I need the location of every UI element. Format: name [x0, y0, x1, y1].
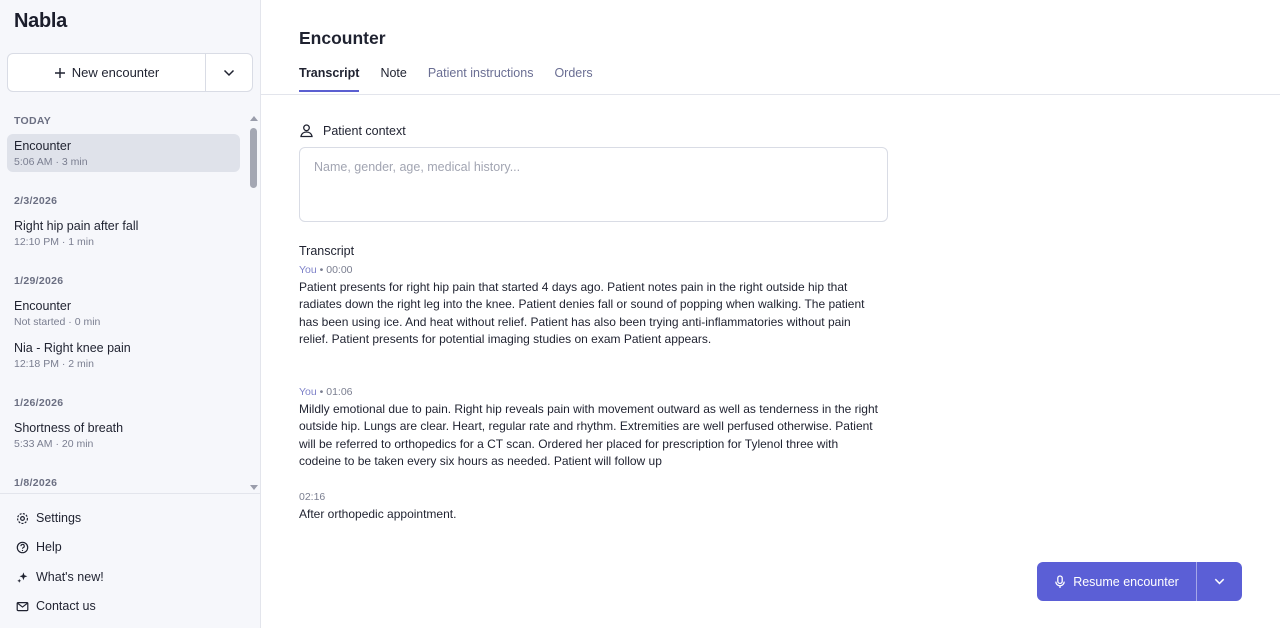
tab-bar	[299, 66, 593, 92]
resume-options-button[interactable]	[1197, 562, 1242, 601]
patient-context-input[interactable]	[299, 147, 888, 222]
segment-text: Mildly emotional due to pain. Right hip reveals pain with movement outward as well as tenderness in the right outside hip. Lungs are clear. Heart, regular rate and rhythm. Extremities are well perfused otherwise. Patient will be referred to orthopedics for a CT scan. Ordered her placed for prescription for Tylenol three with codeine to be taken every six hours as needed. Patient will follow up	[299, 402, 878, 469]
encounter-meta: 5:33 AM · 20 min	[14, 438, 94, 450]
segment-speaker: You	[299, 264, 317, 276]
plus-icon	[54, 67, 66, 79]
page-title: Encounter	[299, 28, 386, 48]
whats-new-link[interactable]	[16, 570, 104, 584]
gear-icon	[16, 512, 29, 525]
help-label: Help	[36, 540, 62, 554]
transcript-segment	[299, 264, 879, 349]
scroll-up-arrow-icon[interactable]	[250, 116, 258, 121]
segment-time: 00:00	[326, 264, 353, 276]
encounter-list	[0, 108, 247, 492]
transcript-segment	[299, 491, 879, 523]
meta-separator: •	[319, 386, 327, 398]
sidebar	[0, 0, 261, 628]
segment-time: 02:16	[299, 491, 326, 503]
tab-patient-instructions[interactable]: Patient instructions	[427, 66, 534, 80]
encounter-title: Right hip pain after fall	[14, 219, 139, 233]
encounter-item[interactable]	[7, 336, 240, 374]
new-encounter-control	[7, 53, 253, 92]
transcript-heading: Transcript	[299, 244, 355, 258]
encounter-meta: Not started · 0 min	[14, 316, 101, 328]
settings-link[interactable]	[16, 511, 81, 525]
patient-context-label: Patient context	[323, 123, 406, 138]
contact-us-link[interactable]	[16, 599, 96, 613]
group-label: 2/3/2026	[14, 195, 58, 207]
encounter-item[interactable]	[7, 134, 240, 172]
resume-encounter-control	[1037, 562, 1242, 601]
chevron-down-icon	[1214, 578, 1225, 585]
sparkle-icon	[16, 571, 29, 584]
group-label: 1/26/2026	[14, 397, 64, 409]
whats-new-label: What's new!	[36, 570, 104, 584]
segment-meta	[299, 264, 879, 276]
app-logo: Nabla	[14, 10, 67, 32]
settings-label: Settings	[36, 511, 82, 525]
contact-us-label: Contact us	[36, 599, 96, 613]
tab-note[interactable]: Note	[380, 66, 407, 80]
group-label: 1/29/2026	[14, 275, 64, 287]
sidebar-footer	[0, 493, 260, 613]
tab-orders[interactable]: Orders	[554, 66, 593, 80]
segment-time: 01:06	[326, 386, 353, 398]
scroll-down-arrow-icon[interactable]	[250, 485, 258, 490]
encounter-list-scrollbar[interactable]	[248, 116, 259, 492]
meta-separator: •	[319, 264, 327, 276]
microphone-icon	[1054, 575, 1066, 589]
resume-encounter-label: Resume encounter	[1073, 574, 1179, 589]
encounter-item[interactable]	[7, 416, 240, 454]
encounter-meta: 12:10 PM · 1 min	[14, 236, 94, 248]
resume-encounter-button[interactable]	[1037, 562, 1197, 601]
patient-context-header	[299, 123, 406, 138]
encounter-item[interactable]	[7, 214, 240, 252]
new-encounter-label: New encounter	[71, 65, 160, 80]
user-icon	[299, 123, 314, 138]
new-encounter-button[interactable]	[8, 54, 206, 91]
encounter-title: Encounter	[14, 299, 71, 313]
scrollbar-thumb[interactable]	[250, 128, 257, 188]
mail-icon	[16, 600, 29, 613]
segment-meta	[299, 491, 879, 503]
tab-transcript[interactable]: Transcript	[299, 66, 359, 92]
encounter-meta: 5:06 AM · 3 min	[14, 156, 88, 168]
encounter-item[interactable]	[7, 294, 240, 332]
segment-speaker: You	[299, 386, 317, 398]
tabs-divider	[261, 94, 1280, 95]
new-encounter-options-button[interactable]	[206, 54, 252, 91]
encounter-meta: 12:18 PM · 2 min	[14, 358, 94, 370]
main-content	[261, 0, 1280, 628]
segment-meta	[299, 386, 879, 398]
segment-text: After orthopedic appointment.	[299, 507, 457, 521]
encounter-title: Nia - Right knee pain	[14, 341, 131, 355]
transcript-segment	[299, 386, 879, 471]
chevron-down-icon	[223, 69, 235, 77]
encounter-title: Shortness of breath	[14, 421, 124, 435]
help-icon	[16, 541, 29, 554]
encounter-title: Encounter	[14, 139, 71, 153]
group-label: 1/8/2026	[14, 477, 58, 489]
group-label: TODAY	[14, 115, 52, 127]
segment-text: Patient presents for right hip pain that started 4 days ago. Patient notes pain in the right outside hip that radiates down the right leg into the knee. Patient denies fall or sound of popping when walking. The patient has been using ice. And heat without relief. Patient has also been trying anti-inflammatories without pain relief. Patient presents for potential imaging studies on exam Patient appears.	[299, 280, 865, 347]
help-link[interactable]	[16, 540, 62, 554]
